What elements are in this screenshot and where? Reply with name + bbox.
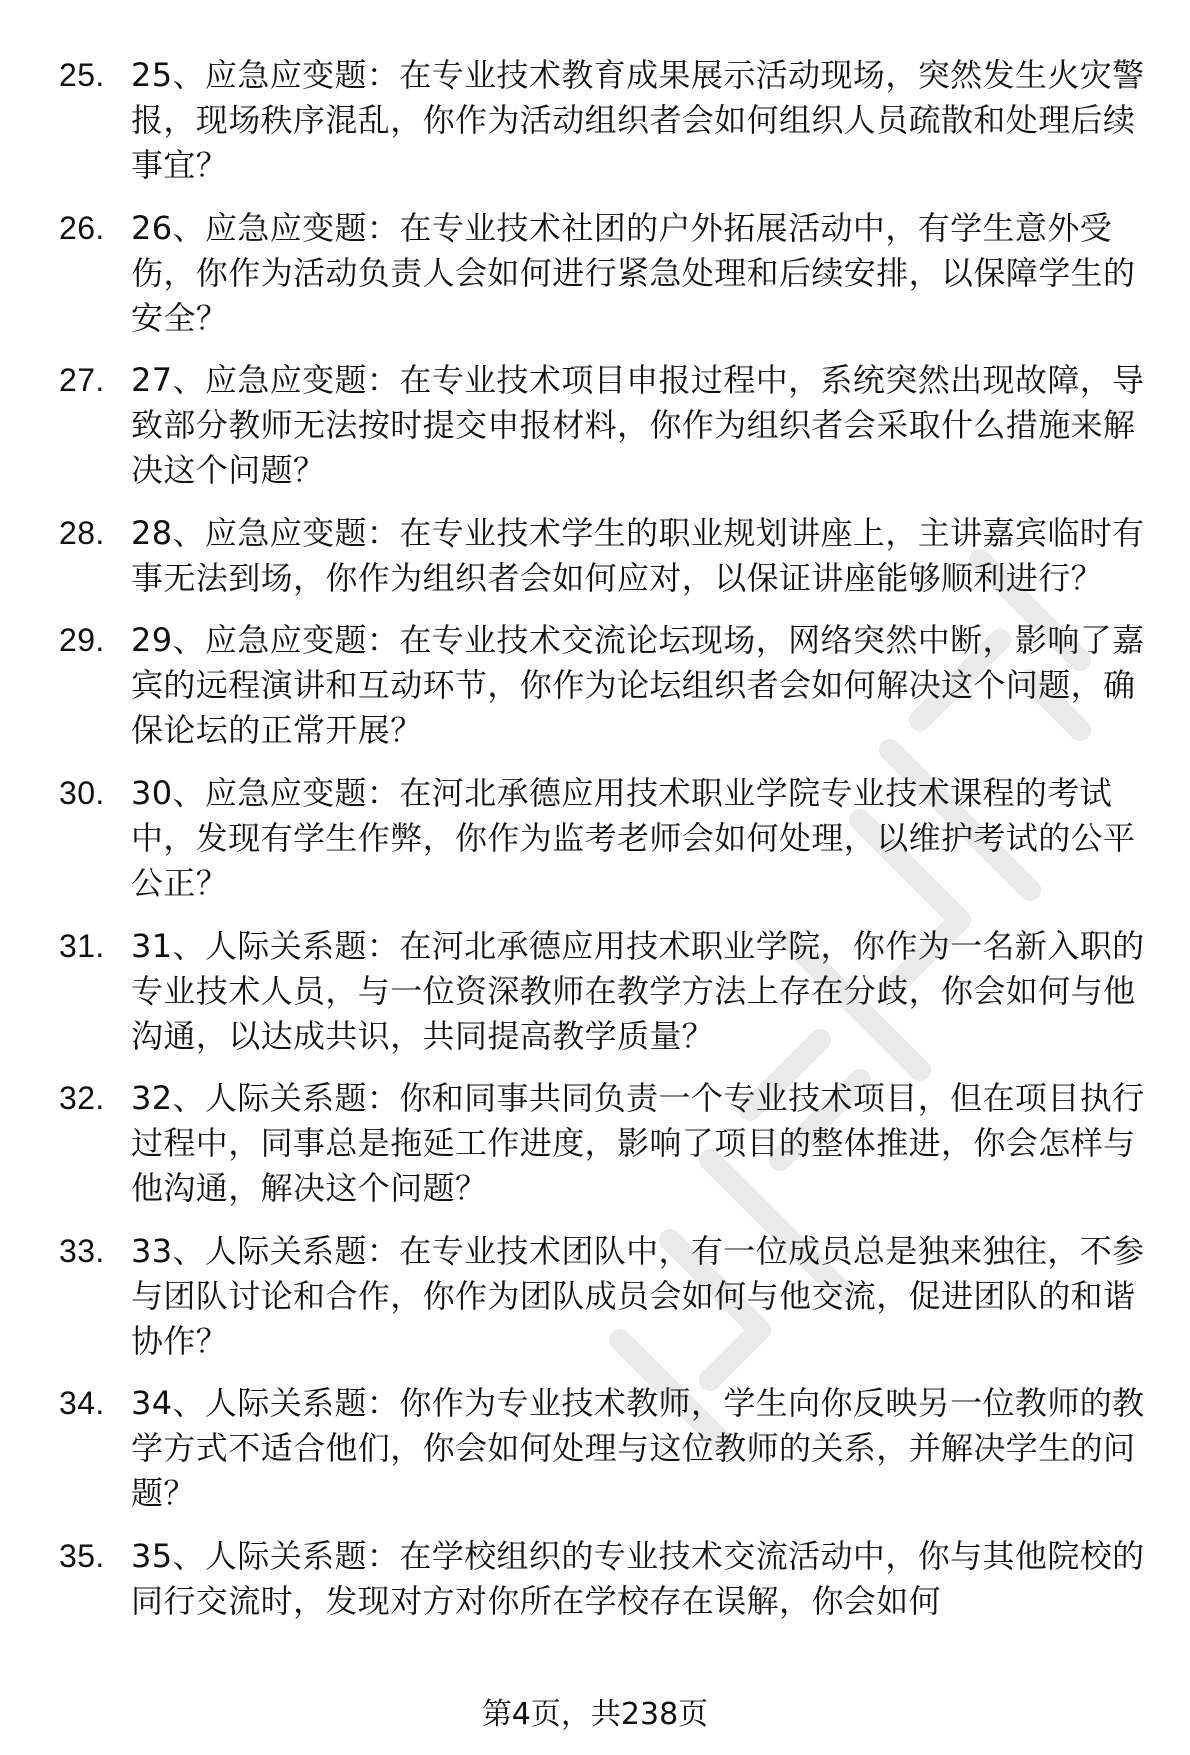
question-text: 32、人际关系题：你和同事共同负责一个专业技术项目，但在项目执行过程中，同事总是拖延工作进度，影响了项目的整体推进，你会怎样与他沟通，解决这个问题？ [131,1079,1145,1208]
question-item [59,771,1157,906]
question-text: 30、应急应变题：在河北承德应用技术职业学院专业技术课程的考试中，发现有学生作弊，你作为监考老师会如何处理，以维护考试的公平公正？ [131,773,1136,902]
page-footer: 第4页，共238页 [481,1697,709,1732]
question-number: 26. [59,209,105,246]
question-number: 31. [59,927,105,964]
question-number: 34. [59,1385,105,1422]
question-item [59,618,1157,753]
question-item [59,1076,1157,1211]
question-text: 27、应急应变题：在专业技术项目申报过程中，系统突然出现故障，导致部分教师无法按时提交申报材料，你作为组织者会采取什么措施来解决这个问题？ [131,361,1145,490]
question-text: 34、人际关系题：你作为专业技术教师，学生向你反映另一位教师的教学方式不适合他们，你会如何处理与这位教师的关系，并解决学生的问题？ [131,1384,1145,1513]
question-number: 29. [59,622,105,659]
question-number: 33. [59,1232,105,1269]
question-list [59,53,1159,1642]
question-item [59,1534,1157,1624]
question-text: 31、人际关系题：在河北承德应用技术职业学院，你作为一名新入职的专业技术人员，与一位资深教师在教学方法上存在分歧，你会如何与他沟通，以达成共识，共同提高教学质量？ [131,926,1145,1055]
question-text: 25、应急应变题：在专业技术教育成果展示活动现场，突然发生火灾警报，现场秩序混乱，你作为活动组织者会如何组织人员疏散和处理后续事宜？ [131,56,1145,184]
question-number: 30. [59,774,105,811]
question-text: 35、人际关系题：在学校组织的专业技术交流活动中，你与其他院校的同行交流时，发现对方对你所在学校存在误解，你会如何 [131,1536,1145,1620]
question-text: 28、应急应变题：在专业技术学生的职业规划讲座上，主讲嘉宾临时有事无法到场，你作为组织者会如何应对，以保证讲座能够顺利进行？ [131,513,1145,597]
question-text: 33、人际关系题：在专业技术团队中，有一位成员总是独来独往，不参与团队讨论和合作，你作为团队成员会如何与他交流，促进团队的和谐协作？ [131,1231,1145,1360]
question-item [59,924,1157,1059]
question-text: 29、应急应变题：在专业技术交流论坛现场，网络突然中断，影响了嘉宾的远程演讲和互动环节，你作为论坛组织者会如何解决这个问题，确保论坛的正常开展？ [131,621,1145,750]
question-number: 27. [59,362,105,399]
question-text: 26、应急应变题：在专业技术社团的户外拓展活动中，有学生意外受伤，你作为活动负责人会如何进行紧急处理和后续安排，以保障学生的安全？ [131,208,1136,337]
question-item [59,206,1157,341]
question-item [59,511,1157,601]
question-number: 25. [59,57,105,93]
question-item [59,1229,1157,1364]
question-item [59,358,1157,493]
question-number: 35. [59,1537,105,1574]
question-item [59,53,1157,188]
question-number: 32. [59,1080,105,1117]
question-item [59,1381,1157,1516]
question-number: 28. [59,514,105,551]
